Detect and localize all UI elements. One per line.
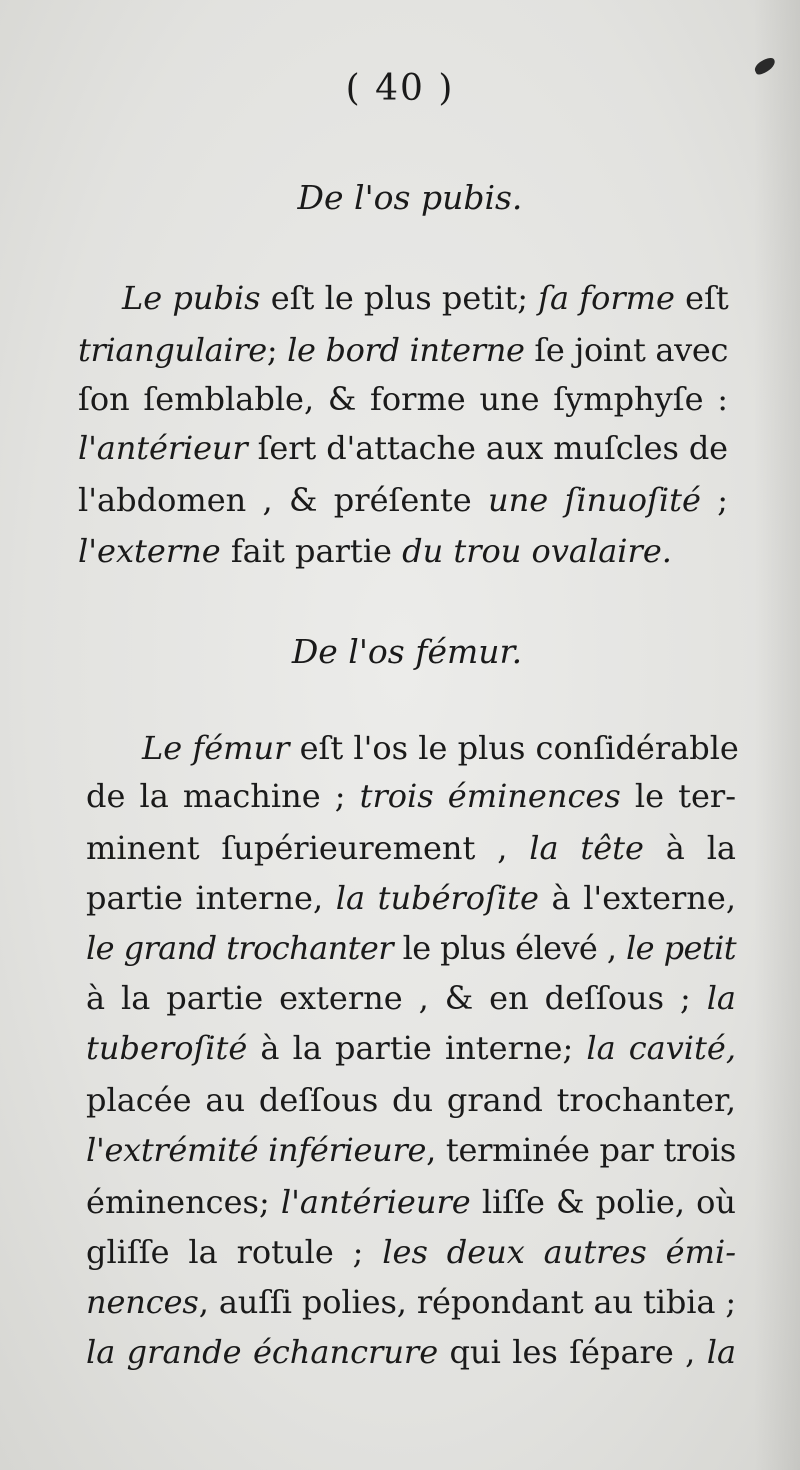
text-line	[86, 1081, 736, 1119]
text-run: , auſſi polies, répondant au tibia ;	[198, 1283, 737, 1321]
text-line	[86, 1333, 737, 1371]
italic-term: l'externe	[78, 532, 221, 570]
text-run: partie interne,	[86, 879, 336, 917]
text-run: placée au deſſous du grand trochanter,	[86, 1081, 736, 1119]
italic-term: la cavité,	[586, 1029, 737, 1067]
text-line	[86, 1233, 737, 1271]
text-run: ſon ſemblable, & forme une ſymphyſe :	[78, 380, 728, 418]
text-line	[122, 279, 729, 317]
text-run: le ter-	[620, 777, 737, 815]
italic-term: Le fémur	[142, 729, 290, 767]
italic-term: triangulaire	[78, 331, 267, 369]
text-run: qui les ſépare ,	[438, 1333, 707, 1371]
text-run: minent ſupérieurement ,	[86, 829, 530, 867]
text-run: eſt	[674, 279, 729, 317]
text-line	[142, 729, 739, 767]
italic-term: la	[706, 1333, 737, 1371]
text-line	[86, 879, 737, 917]
text-line	[78, 429, 729, 467]
text-line	[78, 481, 729, 519]
italic-term: les deux autres émi-	[382, 1233, 737, 1271]
text-line	[78, 380, 728, 418]
italic-term: une ſinuoſité	[488, 481, 701, 519]
text-run: eſt le plus petit;	[260, 279, 539, 317]
italic-term: la	[706, 979, 736, 1017]
text-run: à l'externe,	[538, 879, 737, 917]
text-run: ;	[700, 481, 729, 519]
page-edge-shadow	[754, 0, 800, 1470]
text-run: eſt l'os le plus conſidérable	[289, 729, 739, 767]
italic-term: l'antérieure	[280, 1183, 471, 1221]
text-run: le plus élevé ,	[392, 929, 627, 967]
italic-term: tuberoſité	[86, 1029, 248, 1067]
text-run: à la	[643, 829, 737, 867]
text-run: l'abdomen , & préſente	[78, 481, 489, 519]
italic-term: nences	[86, 1283, 199, 1321]
text-line	[86, 1283, 737, 1321]
text-line	[86, 1183, 737, 1221]
section-heading-pubis: De l'os pubis.	[297, 178, 523, 217]
text-line	[86, 829, 737, 867]
text-run: gliſſe la rotule ;	[86, 1233, 383, 1271]
text-line	[86, 777, 737, 815]
text-run: ſert d'attache aux muſcles de	[247, 429, 729, 467]
text-run: ſe joint avec	[524, 331, 729, 369]
text-run: , terminée par trois	[426, 1131, 737, 1169]
italic-term: l'extrémité inférieure	[86, 1131, 427, 1169]
text-line	[86, 979, 736, 1017]
italic-term: le bord interne	[287, 331, 525, 369]
text-line	[86, 1131, 737, 1169]
page-number: ( 40 )	[345, 68, 455, 109]
text-line	[78, 331, 729, 369]
italic-term: le petit	[626, 929, 737, 967]
text-run: ;	[266, 331, 288, 369]
text-line	[86, 929, 737, 967]
italic-term: trois éminences	[359, 777, 621, 815]
italic-term: la tubéroſite	[335, 879, 539, 917]
text-run: à la partie externe , & en deſſous ;	[86, 979, 707, 1017]
text-run: fait partie	[220, 532, 403, 570]
italic-term: l'antérieur	[78, 429, 248, 467]
italic-term: du trou ovalaire.	[402, 532, 672, 570]
text-run: à la partie interne;	[247, 1029, 587, 1067]
italic-term: Le pubis	[122, 279, 261, 317]
text-run: de la machine ;	[86, 777, 360, 815]
text-line	[78, 532, 672, 570]
italic-term: la tête	[529, 829, 644, 867]
italic-term: ſa forme	[538, 279, 675, 317]
text-run: liſſe & polie, où	[470, 1183, 737, 1221]
italic-term: le grand trochanter	[86, 929, 393, 967]
text-line	[86, 1029, 737, 1067]
section-heading-femur: De l'os fémur.	[291, 632, 523, 671]
italic-term: la grande échancrure	[86, 1333, 439, 1371]
text-run: éminences;	[86, 1183, 281, 1221]
